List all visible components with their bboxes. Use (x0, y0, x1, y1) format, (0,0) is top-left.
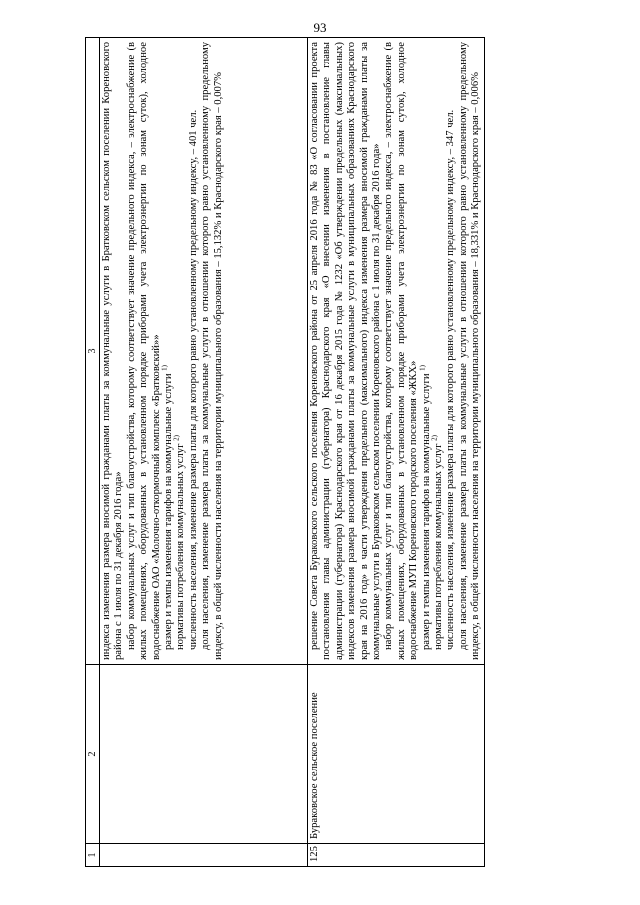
cell-number-empty (100, 844, 308, 867)
paragraph-tariffs: размер и темпы изменения тарифов на коммунальные услуги $^{1)}$ (160, 365, 175, 650)
paragraph-norms: нормативы потребления коммунальных услуг $^{2)}$ (430, 435, 445, 650)
footnote-marker: 2) (172, 435, 181, 441)
footnote-marker: 1) (160, 365, 169, 371)
paragraph-population: численность населения, изменение размера платы для которого равно установленному предельному индексу, – 401 чел. (187, 109, 199, 650)
footnote-marker: 2) (430, 435, 439, 441)
table-header-row (86, 38, 100, 867)
header-col-2: 2 (86, 665, 100, 844)
paragraph-population: численность населения, изменение размера платы для которого равно установленному предельному индексу, – 347 чел. (445, 109, 457, 650)
paragraph-population-share: доля населения, изменение размера платы за коммунальные услуги в отношении которого равно установленному предельному индексу, в общей численности населения на территории муниципального образования – 15,132% и Краснодарского края – 0,007% (200, 42, 224, 660)
regulation-table (85, 37, 485, 867)
paragraph-tariffs: размер и темпы изменения тарифов на коммунальные услуги $^{1)}$ (418, 365, 432, 650)
paragraph-population-share: доля населения, изменение размера платы за коммунальные услуги в отношении которого равно установленному предельному индексу, в общей численности населения на территории муниципального образования – 18,331% и Краснодарского края – 0,006% (457, 42, 482, 660)
page-number: 93 (313, 20, 327, 35)
cell-settlement-empty (100, 665, 308, 844)
paragraph-service-set: набор коммунальных услуг и тип благоустройства, которому соответствует значение предельного индекса, – электроснабжение (в жилых помещениях, оборудованных в установленном порядке приборами учета электроэнергии по зонам суток), холодное водоснабжение МУП Кореновского городского поселения «ЖКХ» (383, 42, 420, 660)
cell-details-continued (100, 38, 308, 665)
cell-settlement-name: Бураковское сельское поселение (308, 665, 485, 844)
header-col-1: 1 (86, 844, 100, 867)
table-row-125 (308, 38, 485, 867)
cell-row-number: 125 (308, 844, 485, 867)
rotated-table-page (85, 37, 619, 867)
paragraph-service-set: набор коммунальных услуг и тип благоустройства, которому соответствует значение предельного индекса, – электроснабжение (в жилых помещениях, оборудованных в установленном порядке приборами учета электроэнергии по зонам суток), холодное водоснабжение ОАО «Молочно-откормочный комплекс «Братковский»» (125, 42, 162, 660)
footnote-marker: 1) (418, 365, 427, 371)
paragraph-decision: решение Совета Бураковского сельского поселения Кореновского района от 25 апреля 2016 года № 83 «О согласовании проекта постановления главы администрации (губернатора) Краснодарского края «О внесении изменения в постановление главы администрации (губернатора) Краснодарского края от 16 декабря 2015 года № 1232 «Об утверждении предельных (максимальных) индексов изменения размера вносимой гражданами платы за коммунальные услуги в муниципальных образованиях Краснодарского края на 2016 год» в части утверждения предельного (максимального) индекса изменения размера вносимой гражданами платы за коммунальные услуги в Бураковском сельском поселении Кореновского района с 1 июля по 31 декабря 2016 года» (309, 42, 383, 660)
paragraph-norms: нормативы потребления коммунальных услуг $^{2)}$ (172, 435, 187, 650)
paragraph-decision-tail: индекса изменения размера вносимой гражданами платы за коммунальные услуги в Братковском сельском поселении Кореновского района с 1 июля по 31 декабря 2016 года» (101, 42, 125, 660)
table-row-continued (100, 38, 308, 867)
header-col-3: 3 (86, 38, 100, 665)
cell-details (308, 38, 485, 665)
